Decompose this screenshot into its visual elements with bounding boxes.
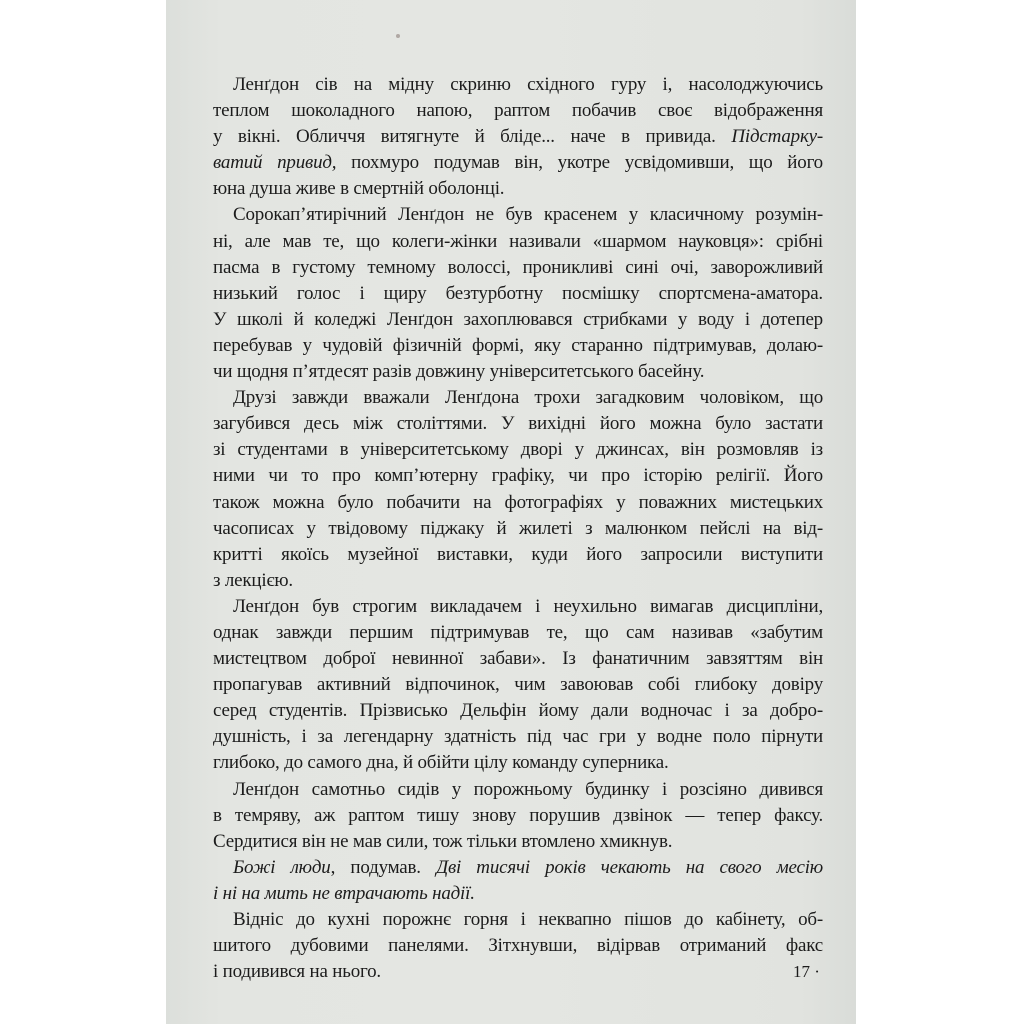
text-line [213, 176, 823, 202]
text-line [213, 698, 823, 724]
ink-speck [396, 34, 400, 38]
text-span: критті якоїсь музейної виставки, куди його запросили виступити [213, 543, 823, 565]
text-span: з лекцією. [213, 569, 293, 591]
text-line [213, 124, 823, 150]
text-line [213, 959, 823, 985]
text-span: пасма в густому темному волоссі, проникливі сині очі, заворожливий [213, 256, 823, 278]
text-line [213, 281, 823, 307]
text-line [213, 568, 823, 594]
italic-text: ватий привид, [213, 152, 337, 174]
italic-text: Божі люди [233, 856, 331, 878]
book-page [166, 0, 856, 1024]
text-line [213, 385, 823, 411]
text-line [213, 803, 823, 829]
paragraph [213, 907, 823, 985]
text-span: однак завжди першим підтримував те, що сам називав «забутим [213, 621, 823, 643]
text-span: у вікні. Обличчя витягнуте й бліде... наче в привида. [213, 126, 732, 148]
text-line [213, 333, 823, 359]
text-line [213, 255, 823, 281]
text-span: Ленґдон був строгим викладачем і неухильно вимагав дисципліни, [233, 595, 823, 617]
text-line [213, 150, 823, 176]
text-line [213, 307, 823, 333]
text-line [213, 542, 823, 568]
text-line [213, 907, 823, 933]
paragraph [213, 777, 823, 855]
text-span: ні, але мав те, що колеги-жінки називали «шармом науковця»: срібні [213, 230, 823, 252]
text-span: в темряву, аж раптом тишу знову порушив дзвінок — тепер факсу. [213, 804, 823, 826]
body-text [213, 72, 823, 985]
text-line [213, 72, 823, 98]
text-span: низький голос і щиру безтурботну посмішку спортсмена-аматора. [213, 282, 823, 304]
text-line [213, 202, 823, 228]
text-span: Сердитися він не мав сили, тож тільки втомлено хмикнув. [213, 830, 673, 852]
text-line [213, 437, 823, 463]
text-line [213, 359, 823, 385]
italic-text: Дві тисячі років чекають на свого месію [436, 856, 823, 878]
text-line [213, 490, 823, 516]
text-line [213, 463, 823, 489]
text-line [213, 620, 823, 646]
text-span: часописах у твідовому піджаку й жилеті з малюнком пейслі на від- [213, 517, 823, 539]
text-span: душність, і за легендарну здатність під час гри у водне поло пірнути [213, 726, 823, 748]
text-line [213, 724, 823, 750]
italic-text: і ні на мить не втрачають надії. [213, 882, 475, 904]
text-line [213, 672, 823, 698]
text-span: юна душа живе в смертній оболонці. [213, 178, 505, 200]
text-span: теплом шоколадного напою, раптом побачив своє відображення [213, 100, 823, 122]
text-span: Сорокап’ятирічний Ленґдон не був красенем у класичному розумін- [233, 204, 823, 226]
text-line [213, 229, 823, 255]
text-line [213, 933, 823, 959]
text-span: шитого дубовими панелями. Зітхнувши, відірвав отриманий факс [213, 935, 823, 957]
text-span: мистецтвом доброї невинної забави». Із фанатичним завзяттям він [213, 648, 823, 670]
text-span: , подумав. [330, 856, 437, 878]
text-span: також можна було побачити на фотографіях у поважних мистецьких [213, 491, 823, 513]
text-line [213, 855, 823, 881]
text-span: пропагував активний відпочинок, чим завоював собі глибоку довіру [213, 674, 823, 696]
text-span: серед студентів. Прізвисько Дельфін йому дали водночас і за добро- [213, 700, 823, 722]
text-line [213, 594, 823, 620]
text-span: зі студентами в університетському дворі у джинсах, він розмовляв із [213, 439, 823, 461]
text-span: чи щодня п’ятдесят разів довжину університетського басейну. [213, 361, 705, 383]
paragraph [213, 594, 823, 777]
text-line [213, 777, 823, 803]
text-line [213, 98, 823, 124]
text-span: похмуро подумав він, укотре усвідомивши, що його [336, 152, 823, 174]
paragraph [213, 202, 823, 385]
text-span: Ленґдон самотньо сидів у порожньому будинку і розсіяно дивився [233, 778, 823, 800]
text-span: і подивився на нього. [213, 961, 381, 983]
paragraph [213, 855, 823, 907]
text-span: ними чи то про комп’ютерну графіку, чи про історію релігії. Його [213, 465, 823, 487]
text-span: перебував у чудовій фізичній формі, яку старанно підтримував, долаю- [213, 334, 823, 356]
text-line [213, 411, 823, 437]
text-span: загубився десь між століттями. У вихідні його можна було застати [213, 413, 823, 435]
text-span: У школі й коледжі Ленґдон захоплювався стрибками у воду і дотепер [213, 308, 823, 330]
page-number: 17 · [793, 962, 820, 981]
text-line [213, 881, 823, 907]
text-line [213, 646, 823, 672]
paragraph [213, 72, 823, 202]
text-line [213, 750, 823, 776]
text-line [213, 516, 823, 542]
text-line [213, 829, 823, 855]
text-span: Відніс до кухні порожнє горня і неквапно пішов до кабінету, об- [233, 909, 823, 930]
paragraph [213, 385, 823, 594]
italic-text: Підстарку- [731, 126, 823, 148]
text-span: Друзі завжди вважали Ленґдона трохи загадковим чоловіком, що [233, 387, 823, 409]
text-span: Ленґдон сів на мідну скриню східного гуру і, насолоджуючись [233, 74, 823, 95]
text-span: глибоко, до самого дна, й обійти цілу команду суперника. [213, 752, 669, 774]
